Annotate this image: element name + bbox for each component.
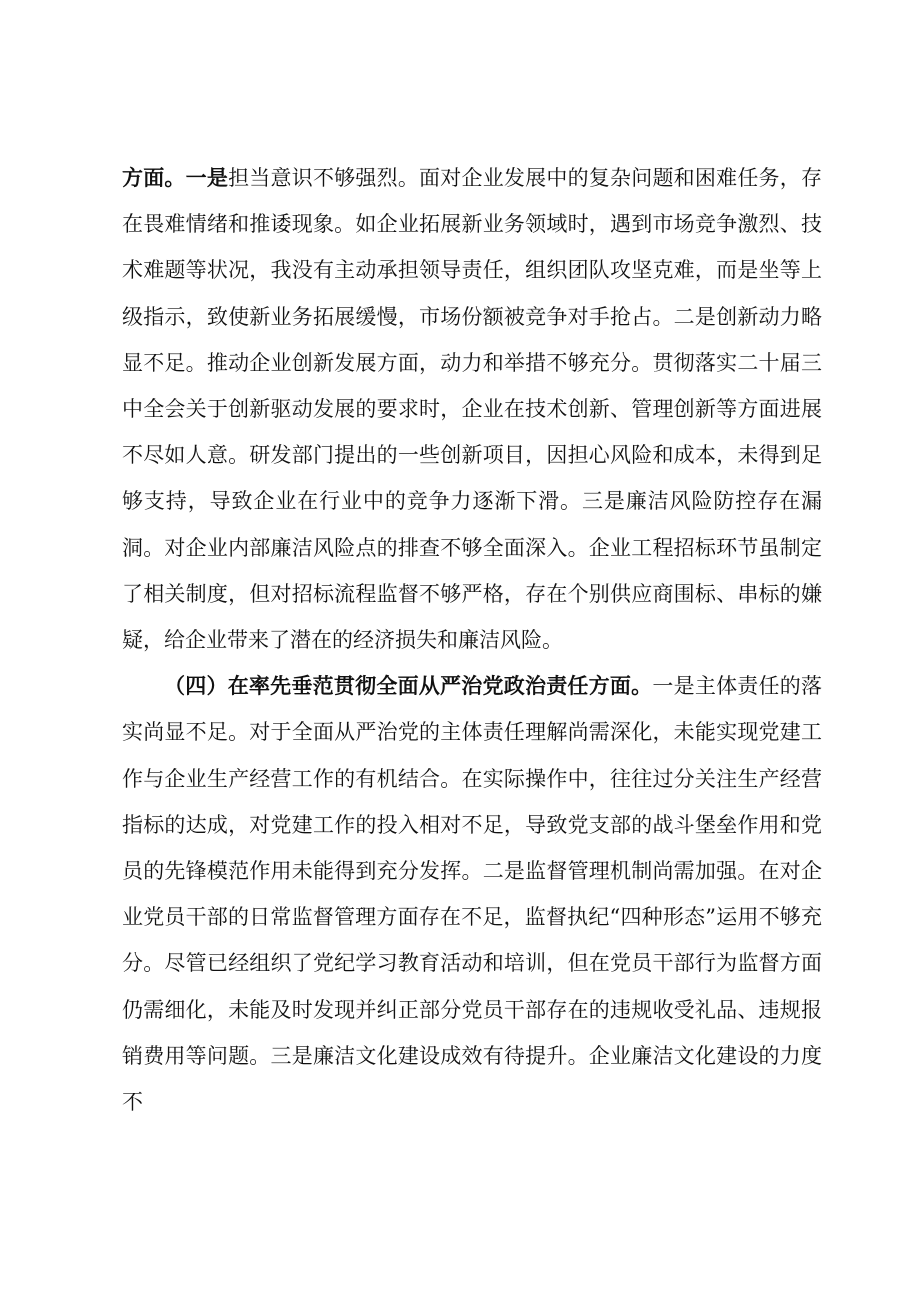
paragraph-text: 担当意识不够强烈。面对企业发展中的复杂问题和困难任务，存在畏难情绪和推诿现象。如企业拓展新业务领域时，遇到市场竞争激烈、技术难题等状况，我没有主动承担领导责任，组织团队攻坚克难，而是坐等上级指示，致使新业务拓展缓慢，市场份额被竞争对手抢占。二是创新动力略显不足。推动企业创新发展方面，动力和举措不够充分。贯彻落实二十届三中全会关于创新驱动发展的要求时，企业在技术创新、管理创新等方面进展不尽如人意。研发部门提出的一些创新项目，因担心风险和成本，未得到足够支持，导致企业在行业中的竞争力逐渐下滑。三是廉洁风险防控存在漏洞。对企业内部廉洁风险点的排查不够全面深入。企业工程招标环节虽制定了相关制度，但对招标流程监督不够严格，存在个别供应商围标、串标的嫌疑，给企业带来了潜在的经济损失和廉洁风险。 [122,166,822,653]
paragraph-continuation [122,155,822,663]
section-heading: （四）在率先垂范贯彻全面从严治党政治责任方面。 [164,673,653,699]
document-body [122,155,822,1125]
paragraph-lead: 方面。一是 [122,165,229,190]
paragraph-text: 一是主体责任的落实尚显不足。对于全面从严治党的主体责任理解尚需深化，未能实现党建工作与企业生产经营工作的有机结合。在实际操作中，往往过分关注生产经营指标的达成，对党建工作的投入相对不足，导致党支部的战斗堡垒作用和党员的先锋模范作用未能得到充分发挥。二是监督管理机制尚需加强。在对企业党员干部的日常监督管理方面存在不足，监督执纪“四种形态”运用不够充分。尽管已经组织了党纪学习教育活动和培训，但在党员干部行为监督方面仍需细化，未能及时发现并纠正部分党员干部存在的违规收受礼品、违规报销费用等问题。三是廉洁文化建设成效有待提升。企业廉洁文化建设的力度不 [122,674,823,1115]
paragraph-section-four [122,663,822,1125]
